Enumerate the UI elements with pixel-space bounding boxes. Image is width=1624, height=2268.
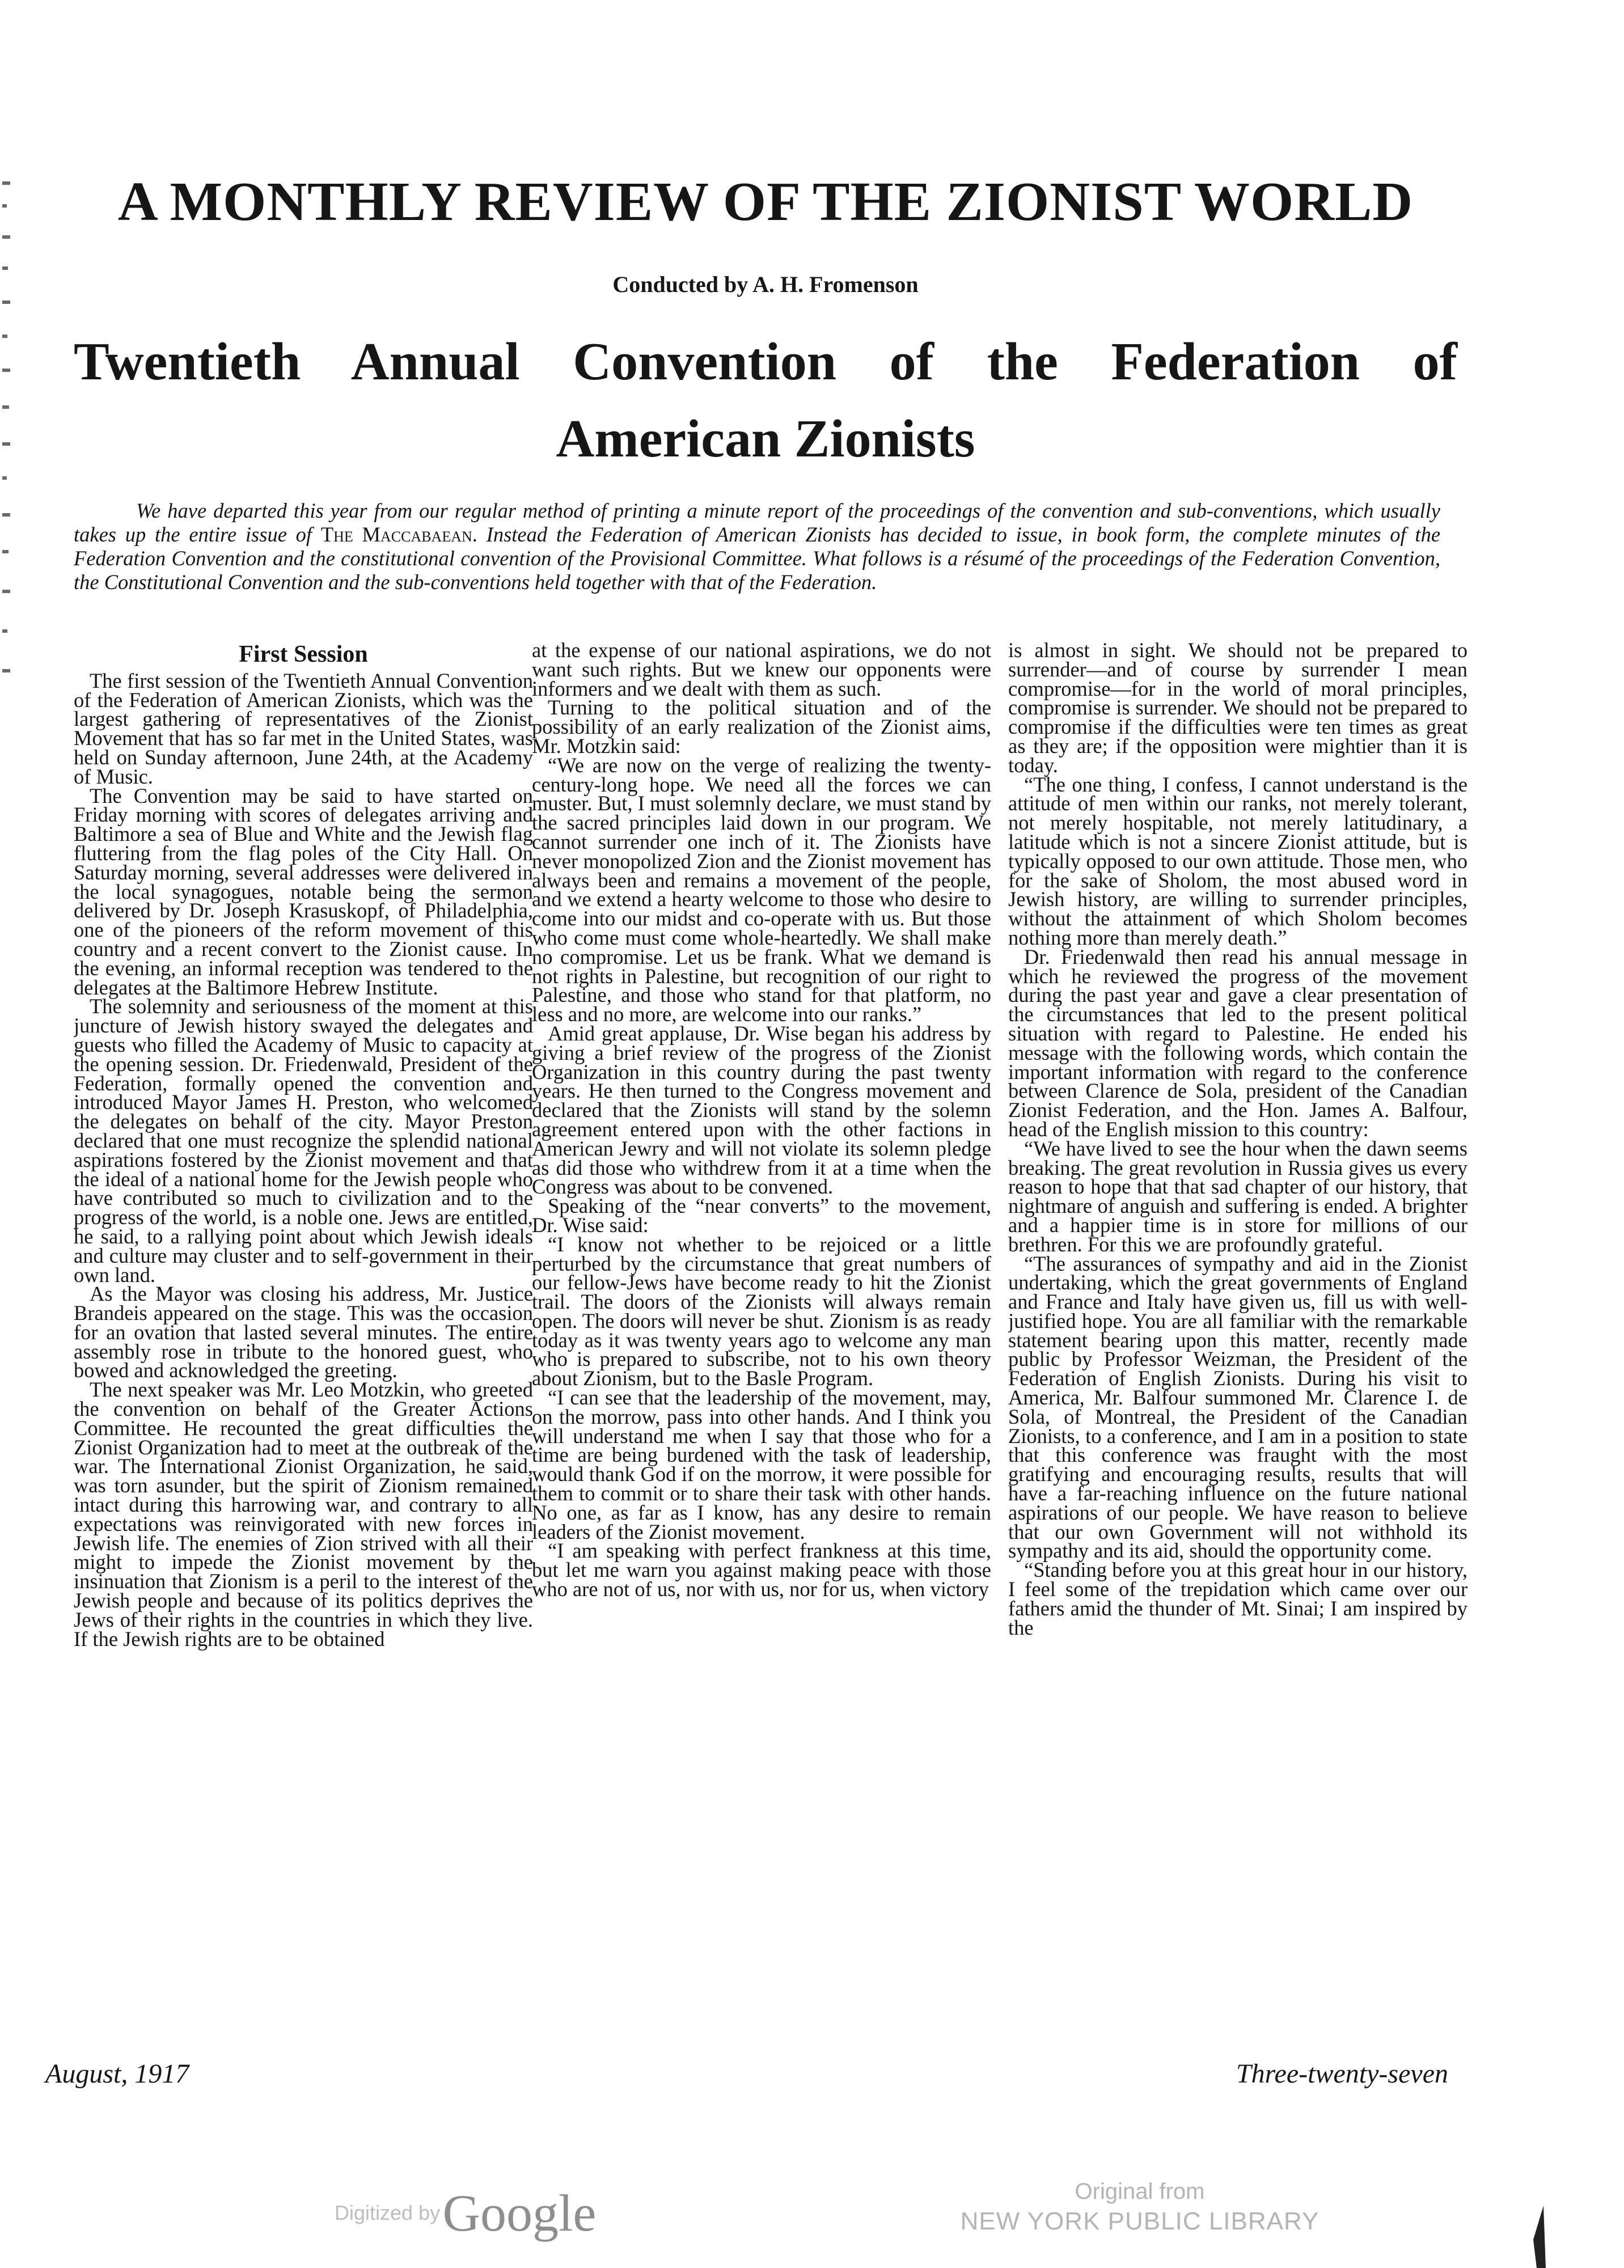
editorial-intro xyxy=(74,499,1440,594)
masthead: A MONTHLY REVIEW OF THE ZIONIST WORLD xyxy=(117,171,1414,232)
library-watermark xyxy=(936,2177,1344,2237)
paragraph: The next speaker was Mr. Leo Motzkin, who greeted the convention on behalf of the Greater Actions Committee. He recounted the great difficulties the Zionist Organization had to meet at the outbreak of the war. The International Zionist Organization, he said, was torn asunder, but the spirit of Zionism remained intact during this harrowing war, and contrary to all expectations was reinvigorated with new forces in Jewish life. The enemies of Zion strived with all their might to impede the Zionist movement by the insinuation that Zionism is a peril to the interest of the Jewish people and because of its politics deprives the Jews of their rights in the countries in which they live. If the Jewish rights are to be obtained xyxy=(74,1378,533,1651)
library-name: NEW YORK PUBLIC LIBRARY xyxy=(960,2207,1320,2235)
paragraph: at the expense of our national aspirations, we do not want such rights. But we knew our opponents were informers and we dealt with them as such. xyxy=(532,641,991,700)
intro-text-before: We have departed this year from our regular method of printing a minute report of the proceedings of the convention and sub-conventions, which usually takes up the entire issue of xyxy=(74,499,1440,546)
paragraph: The solemnity and seriousness of the moment at this juncture of Jewish history swayed the delegates and guests who filled the Academy of Music to capacity at the opening session. Dr. Friedenwald, President of the Federation, formally opened the convention and introduced Mayor James H. Preston, who welcomed the delegates on behalf of the city. Mayor Preston declared that one must recognize the splendid national aspirations fostered by the Zionist movement and that the ideal of a national home for the Jewish people who have contributed so much to civilization and to the progress of the world, is a noble one. Jews are entitled, he said, to a rallying point about which Jewish ideals and culture may cluster and to self-government in their own land. xyxy=(74,995,533,1287)
paragraph: Dr. Friedenwald then read his annual message in which he reviewed the progress of the movement during the past year and gave a clear presentation of the circumstances that led to the present political situation with regard to Palestine. He ended his message with the following words, which contain the important information with regard to the conference between Clarence de Sola, president of the Canadian Zionist Federation, and the Hon. James A. Balfour, head of the English mission to this country: xyxy=(1008,945,1467,1141)
byline: Conducted by A. H. Fromenson xyxy=(612,272,919,297)
paragraph: “The assurances of sympathy and aid in the Zionist undertaking, which the great governments of England and France and Italy have given us, fill us with well-justified hope. You are all familiar with the remarkable statement bearing upon this matter, recently made public by Professor Weizman, the President of the Federation of English Zionists. During his visit to America, Mr. Balfour summoned Mr. Clarence I. de Sola, of Montreal, the President of the Canadian Zionists, to a conference, and I am in a position to state that this conference was fraught with the most gratifying and encouraging results, results that will have a far-reaching influence on the future national aspirations of our people. We have reason to believe that our own Government will not withhold its sympathy and its aid, should the opportunity come. xyxy=(1008,1251,1467,1563)
publication-name: The Maccabaean. xyxy=(320,523,477,546)
article-column-2 xyxy=(532,641,991,2092)
paragraph: is almost in sight. We should not be prepared to surrender—and of course by surrender I mean compromise—for in the world of moral principles, compromise is surrender. We should not be prepared to compromise if the difficulties were ten times as great as they are; if the opposition were mightier than it is today. xyxy=(1008,641,1467,777)
paragraph: “I am speaking with perfect frankness at this time, but let me warn you against making peace with those who are not of us, nor with us, nor for us, when victory xyxy=(532,1539,991,1601)
headline-line-1: Twentieth Annual Convention of the Federation of xyxy=(74,332,1457,391)
digitized-by-label: Digitized by xyxy=(335,2201,441,2224)
paragraph: As the Mayor was closing his address, Mr. Justice Brandeis appeared on the stage. This was the occasion for an ovation that lasted several minutes. The entire assembly rose in tribute to the honored guest, who bowed and acknowledged the greeting. xyxy=(74,1282,533,1382)
paragraph: The first session of the Twentieth Annual Convention of the Federation of American Zionists, which was the largest gathering of representatives of the Zionist Movement that has so far met in the United States, was held on Sunday afternoon, June 24th, at the Academy of Music. xyxy=(74,668,533,788)
google-logo: Google xyxy=(442,2184,597,2242)
paragraph: “I know not whether to be rejoiced or a little perturbed by the circumstance that great numbers of our fellow-Jews have become ready to hit the Zionist trail. The doors of the Zionists will always remain open. The doors will never be shut. Zionism is as ready today as it was twenty years ago to welcome any man who is prepared to subscribe, not to his own theory about Zionism, but to the Basle Program. xyxy=(532,1232,991,1390)
paragraph: Amid great applause, Dr. Wise began his address by giving a brief review of the progress of the Zionist Organization in this country during the past twenty years. He then turned to the Congress movement and declared that the Zionists will stand by the solemn agreement entered upon with the other factions in American Jewry and will not violate its solemn pledge as did those who withdrew from it at a time when the Congress was about to be convened. xyxy=(532,1021,991,1199)
page-number: Three-twenty-seven xyxy=(1236,2059,1448,2089)
paragraph: “Standing before you at this great hour in our history, I feel some of the trepidation which came over our fathers amid the thunder of Mt. Sinai; I am inspired by the xyxy=(1008,1558,1467,1639)
intro-text-after: Instead the Federation of American Zionists has decided to issue, in book form, the complete minutes of the Federation Convention and the constitutional convention of the Provisional Committee. What follows is a résumé of the proceedings of the Federation Convention, the Constitutional Convention and the sub-conventions held together with that of the Federation. xyxy=(74,523,1441,594)
paragraph: Speaking of the “near converts” to the movement, Dr. Wise said: xyxy=(532,1194,991,1237)
article-column-3 xyxy=(1008,641,1467,2092)
page-corner-mark xyxy=(1531,2206,1548,2268)
paragraph: “The one thing, I confess, I cannot understand is the attitude of men within our ranks, not merely tolerant, not merely hospitable, not merely latitudinary, a latitude which is not a sincere Zionist attitude, but is typically opposed to our own attitude. Those men, who for the sake of Sholom, the most abused word in Jewish history, are willing to surrender principles, without the attainment of which Sholom becomes nothing more than merely death.” xyxy=(1008,772,1467,949)
paragraph: “We are now on the verge of realizing the twenty-century-long hope. We need all the forces we can muster. But, I must solemnly declare, we must stand by the sacred principles laid down in our program. We cannot surrender one inch of it. The Zionists have never monopolized Zion and the Zionist movement has always been and remains a movement of the people, and we extend a hearty welcome to those who desire to come into our midst and co-operate with us. But those who come must come whole-heartedly. We shall make no compromise. Let us be frank. What we demand is not rights in Palestine, but recognition of our right to Palestine, and those who stand for that platform, no less and no more, are welcome into our ranks.” xyxy=(532,753,991,1026)
article-column-1 xyxy=(74,641,533,2092)
paragraph: The Convention may be said to have started on Friday morning with scores of delegates arriving and Baltimore a sea of Blue and White and the Jewish flag fluttering from the flag poles of the City Hall. On Saturday morning, several addresses were delivered in the local synagogues, notable being the sermon delivered by Dr. Joseph Krasuskopf, of Philadelphia, one of the pioneers of the reform movement of this country and a recent convert to the Zionist cause. In the evening, an informal reception was tendered to the delegates at the Baltimore Hebrew Institute. xyxy=(74,784,533,999)
original-from-label: Original from xyxy=(1075,2179,1205,2204)
binding-edge-marks xyxy=(0,181,17,692)
article-headline xyxy=(74,323,1457,477)
section-heading: First Session xyxy=(239,641,368,667)
issue-date: August, 1917 xyxy=(45,2059,189,2089)
paragraph: Turning to the political situation and of the possibility of an early realization of the Zionist aims, Mr. Motzkin said: xyxy=(532,696,991,758)
headline-line-2: American Zionists xyxy=(556,409,975,468)
digitized-by-google-watermark xyxy=(335,2183,596,2243)
paragraph: “We have lived to see the hour when the dawn seems breaking. The great revolution in Russia gives us every reason to hope that that sad chapter of our history, that nightmare of anguish and suffering is ended. A brighter and a happier time is in store for millions of our brethren. For this we are profoundly grateful. xyxy=(1008,1136,1467,1256)
paragraph: “I can see that the leadership of the movement, may, on the morrow, pass into other hands. And I think you will understand me when I say that those who for a time are being burdened with the task of leadership, would thank God if on the morrow, it were possible for them to commit or to share their task with other hands. No one, as far as I know, has any desire to remain leaders of the Zionist movement. xyxy=(532,1386,991,1543)
